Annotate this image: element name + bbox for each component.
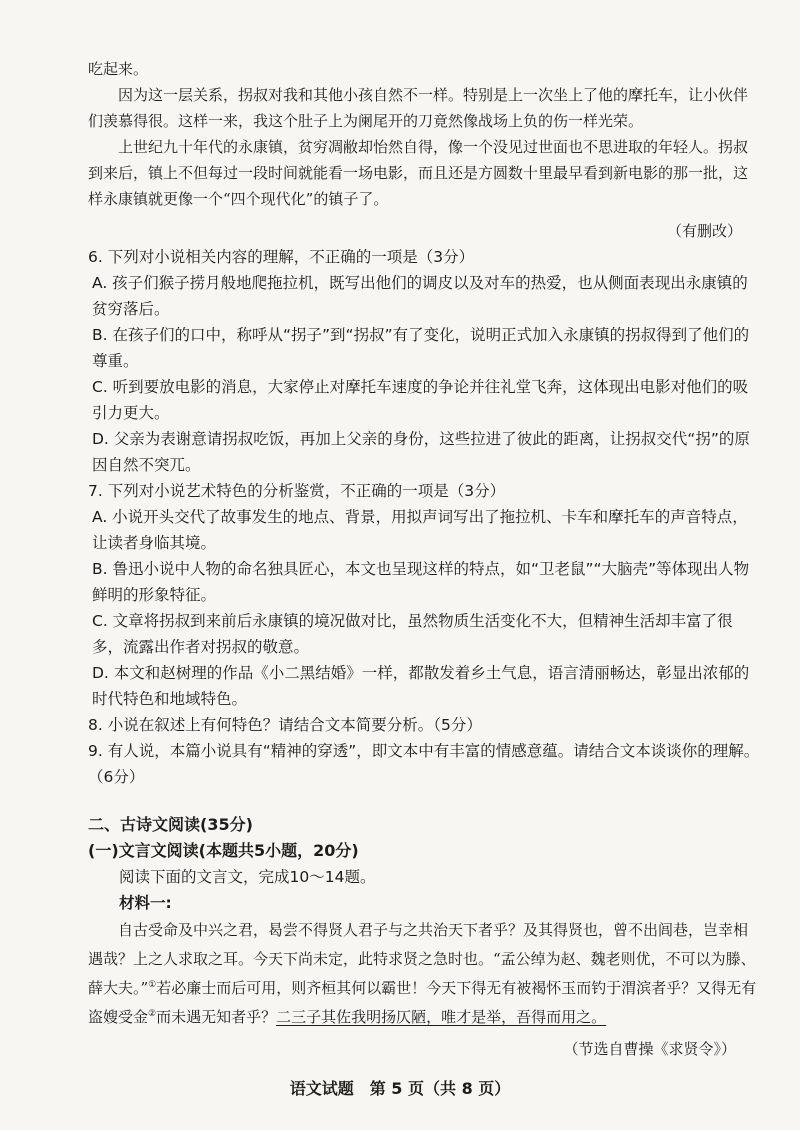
question-8: 8. 小说在叙述上有何特色？请结合文本简要分析。（5分） xyxy=(88,716,482,734)
question-7-option-c: C. 文章将拐叔到来前后永康镇的境况做对比，虽然物质生活变化不大，但精神生活却丰富了很多，流露出作者对拐叔的敬意。 xyxy=(92,612,733,656)
page-footer: 语文试题 第 5 页（共 8 页） xyxy=(289,1079,511,1098)
question-7-option-a: A. 小说开头交代了故事发生的地点、背景，用拟声词写出了拖拉机、卡车和摩托车的声音特点，让读者身临其境。 xyxy=(92,508,748,552)
question-7-option-d: D. 本文和赵树理的作品《小二黑结婚》一样，都散发着乡土气息，语言清丽畅达，彰显出浓郁的时代特色和地域特色。 xyxy=(92,664,750,708)
section-2-title: 二、古诗文阅读(35分) xyxy=(88,815,253,834)
question-7-stem: 7. 下列对小说艺术特色的分析鉴赏，不正确的一项是（3分） xyxy=(88,482,506,500)
question-6 xyxy=(88,244,760,478)
story-paragraph-1: 因为这一层关系，拐叔对我和其他小孩自然不一样。特别是上一次坐上了他的摩托车，让小伙伴们羡慕得很。这样一来，我这个肚子上为阑尾开的刀竟然像战场上负的伤一样光荣。 xyxy=(88,86,749,130)
question-7 xyxy=(88,478,760,712)
footnote-marker-2: ② xyxy=(148,1009,157,1019)
classical-passage-part-2: 若必廉士而后可用，则齐桓其何以霸世！今天下得无有被褐怀玉而钓于渭滨者乎？又得无有盗嫂受金 xyxy=(88,979,757,1026)
story-paragraph-2: 上世纪九十年代的永康镇，贫穷凋敝却怡然自得，像一个没见过世面也不思进取的年轻人。拐叔到来后，镇上不但每过一段时间就能看一场电影，而且还是方圆数十里最早看到新电影的那一批，这样永康镇就更像一个“四个现代化”的镇子了。 xyxy=(88,138,749,208)
question-6-option-a: A. 孩子们猴子捞月般地爬拖拉机，既写出他们的调皮以及对车的热爱，也从侧面表现出永康镇的贫穷落后。 xyxy=(92,274,748,318)
question-7-option-b: B. 鲁迅小说中人物的命名独具匠心，本文也呈现这样的特点，如“卫老鼠”“大脑壳”等体现出人物鲜明的形象特征。 xyxy=(92,560,750,604)
underlined-sentence: 二三子其佐我明扬仄陋，唯才是举，吾得而用之。 xyxy=(276,1008,607,1026)
reading-instruction: 阅读下面的文言文，完成10～14题。 xyxy=(119,868,376,886)
material-1-label: 材料一: xyxy=(119,894,172,912)
passage-source: （节选自曹操《求贤令》） xyxy=(563,1040,736,1058)
footnote-marker-1: ① xyxy=(148,980,157,990)
question-6-option-d: D. 父亲为表谢意请拐叔吃饭，再加上父亲的身份，这些拉进了彼此的距离，让拐叔交代“拐”的原因自然不突兀。 xyxy=(92,430,750,474)
question-6-stem: 6. 下列对小说相关内容的理解，不正确的一项是（3分） xyxy=(88,248,475,266)
classical-passage-part-1: 自古受命及中兴之君，曷尝不得贤人君子与之共治天下者乎？及其得贤也，曾不出闾巷，岂幸相遇哉？上之人求取之耳。今天下尚未定，此特求贤之急时也。“孟公绰为赵、魏老则优，不可以为滕、薛大夫。” xyxy=(88,921,756,997)
classical-passage xyxy=(88,916,760,1032)
subsection-classical-chinese-title: (一)文言文阅读(本题共5小题，20分) xyxy=(88,841,359,860)
abridged-note: （有删改） xyxy=(666,222,742,240)
story-line-continued: 吃起来。 xyxy=(88,60,149,78)
question-6-option-b: B. 在孩子们的口中，称呼从“拐子”到“拐叔”有了变化，说明正式加入永康镇的拐叔得到了他们的尊重。 xyxy=(92,326,750,370)
question-9: 9. 有人说，本篇小说具有“精神的穿透”，即文本中有丰富的情感意蕴。请结合文本谈谈你的理解。（6分） xyxy=(88,742,760,786)
classical-passage-part-3: 而未遇无知者乎？ xyxy=(156,1008,277,1026)
question-6-option-c: C. 听到要放电影的消息，大家停止对摩托车速度的争论并往礼堂飞奔，这体现出电影对他们的吸引力更大。 xyxy=(92,378,749,422)
